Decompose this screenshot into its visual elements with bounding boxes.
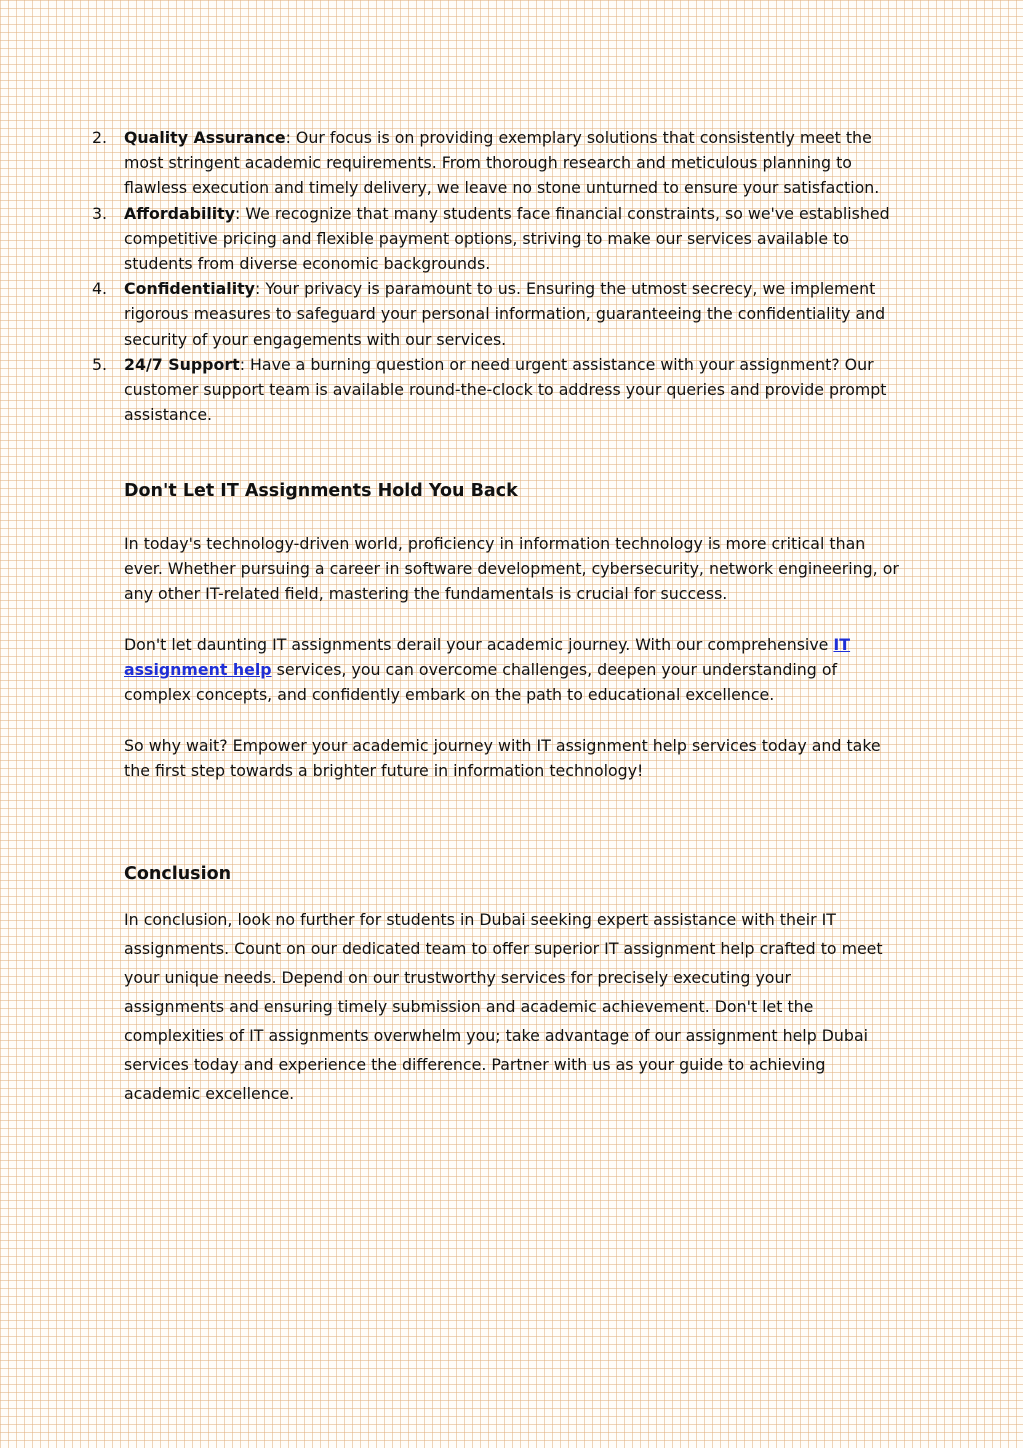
list-item <box>88 276 908 352</box>
paragraph-text-before: Don't let daunting IT assignments derail your academic journey. With our comprehensive <box>124 635 834 654</box>
list-item-text: : We recognize that many students face financial constraints, so we've established competitive pricing and flexible payment options, striving to make our services available to students from diverse economic backgrounds. <box>124 203 890 274</box>
list-item-text: : Have a burning question or need urgent assistance with your assignment? Our customer support team is available round-the-clock to address your queries and provide prompt assistance. <box>124 354 887 425</box>
paragraph-assignments <box>124 632 904 708</box>
list-item-number: 3. <box>92 203 108 223</box>
section-heading: Don't Let IT Assignments Hold You Back <box>124 481 518 501</box>
list-item-title: Confidentiality <box>124 279 255 299</box>
list-item-number: 5. <box>92 354 108 374</box>
list-item-title: 24/7 Support <box>124 354 240 374</box>
list-item <box>88 125 908 201</box>
list-item-text: : Our focus is on providing exemplary solutions that consistently meet the most stringent academic requirements. From thorough research and meticulous planning to flawless execution and timely delivery, we leave no stone unturned to ensure your satisfaction. <box>124 128 880 198</box>
list-item-text: : Your privacy is paramount to us. Ensuring the utmost secrecy, we implement rigorous measures to safeguard your personal information, guaranteeing the confidentiality and security of your engagements with our services. <box>124 279 886 349</box>
list-item <box>88 352 908 428</box>
features-list <box>88 125 908 427</box>
list-item <box>88 201 908 277</box>
conclusion-heading: Conclusion <box>124 864 232 884</box>
paragraph-text-after: services, you can overcome challenges, deepen your understanding of complex concepts, and confidently embark on the path to educational excellence. <box>124 660 838 705</box>
list-item-title: Quality Assurance <box>124 128 286 147</box>
it-assignment-help-link[interactable]: IT assignment help <box>124 635 851 680</box>
list-item-number: 4. <box>92 279 108 299</box>
list-item-number: 2. <box>92 128 108 147</box>
paragraph-call-to-action: So why wait? Empower your academic journey with IT assignment help services today and take the first step towards a brighter future in information technology! <box>124 736 881 781</box>
paragraph-technology: In today's technology-driven world, proficiency in information technology is more critical than ever. Whether pursuing a career in software development, cybersecurity, network engineering, or any other IT-related field, mastering the fundamentals is crucial for success. <box>124 534 899 604</box>
list-item-title: Affordability <box>124 203 236 223</box>
conclusion-paragraph: In conclusion, look no further for students in Dubai seeking expert assistance with their IT assignments. Count on our dedicated team to offer superior IT assignment help crafted to meet your unique needs. Depend on our trustworthy services for precisely executing your assignments and ensuring timely submission and academic achievement. Don't let the complexities of IT assignments overwhelm you; take advantage of our assignment help Dubai services today and experience the difference. Partner with us as your guide to achieving academic excellence. <box>124 910 883 1103</box>
